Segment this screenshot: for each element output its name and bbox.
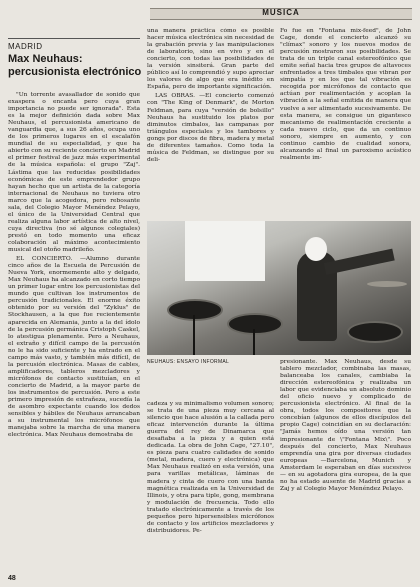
- photo-cymbal: [367, 281, 407, 287]
- photo-stand: [253, 329, 255, 355]
- photo-background-light: [185, 221, 265, 281]
- paragraph: EL CONCIERTO. —Alumno durante cinco años de la Escuela de Percusión de Nueva York, enormemente alto y delgado, Max Neuhaus ha alcanzado en corto tiempo un primer lugar entre los percusionistas del mundo que cultivan los instrumentos de percusión tradicionales. El enorme éxito obtenido por su versión del "Zyklus" de Stockhausen, a la que fue recientemente aparecida en Alemania, junto a la del ídolo de la percusión germánica Cristoph Caskel, lo atestigua plenamente. Pero a Neuhaus, el extraño y difícil campo de la percusión no le ha sido suficiente y ha entrado en el campo más vasto, y también más difícil, de la percusión electrónica. Masas de cables, amplificadores, tableros mezcladores y micrófonos de contacto sustituían, en el concierto de Madrid, a la mayor parte de los instrumentos de percusión. Pero a este primero impresión de extrañeza, sucedía la de asombro expectante cuando los dedos sensibles y hábiles de Neuhaus arrancaban a su instrumental los micrófonos que manejaba sobre la marcha de una manera electrónica. Max Neuhaus demostraba de: [8, 256, 140, 439]
- photo-drum: [167, 299, 223, 321]
- article-column-1: [8, 92, 140, 572]
- photo-caption: NEUHAUS: ENSAYO INFORMAL: [147, 359, 230, 365]
- paragraph: "Un torrente avasallador de sonido que exaspera o encanta pero cuya gran importancia no puede ser ignorada". Esta es la mejor definición dada sobre Max Neuhaus, el percusionista americano de vanguardia que, a sus 26 años, ocupa uno de los primeros lugares en el escalafón mundial de su especialidad, y que ha abierto con su reciente concierto en Madrid el primer festival de jazz más experimental de la música española: el grupo "Zaj". Lástima que las reducidas posibilidades económicas de este emprendedor grupo hayan hecho que un artista de la categoría internacional de Neuhaus no tuviera otro marco que la acogedora, pero rebosante sala, del Colegio Mayor Menéndez Pelayo, el único de la Universidad Central que realiza alguna labor artística de alto nivel, cuya directiva (no sé algunos colegiales) prestó en todo momento una eficaz colaboración al máximo acontecimiento musical del otoño madrileño.: [8, 92, 140, 254]
- paragraph: presionante. Max Neuhaus, desde su tablero mezclador, combinaba las masas, balanceaba los canales, cambiaba la dirección estereofónica y realizaba un labor que evidenciaba un absoluto dominio del oficio nuevo y complicado de percusionista electrónico. Al final de la obra, todos los compositores que la concebían (algunos de ellos discípulos del propio Cage) coincidían en su declaración: "Jamás hemos oído una versión tan impresionante de \"Fontana Mix\". Poco después del concierto, Max Neuhaus emprendía una gira por diversas ciudades europeas —Barcelona, Munich y Amsterdam le esperaban en días sucesivos— en su agotadora gira europea, de la que no ha estado ausente de Madrid gracias a Zaj y al Colegio Mayor Menéndez Pelayo.: [280, 359, 411, 492]
- photo-drum: [227, 313, 283, 335]
- photo-arm: [324, 249, 395, 275]
- paragraph: una manera práctica cómo es posible hacer música electrónica sin necesidad de la grabación previa y las manipulaciones de laboratorio, sino en vivo y en el concierto, con todas las posibilidades de la versión sinsiterá. Gran parte del público así lo comprendió y supo apreciar los valores de algo que era inédito en España, pero de importante significación.: [147, 28, 274, 91]
- photo-stand: [193, 315, 195, 355]
- section-label: MUSICA: [262, 8, 300, 17]
- paragraph: cadeza y su minimalismo volumen sonoro; se trata de una pieza muy cercana al silencio que hace alusión a la callada pero eficaz intervención durante la última guerra del rey de Dinamarca que desafiaba a la pieza y a quien está dedicada. La obra de John Cage, "27.10", es pieza para cuatro calidades de sonido (metal, madera, cuero y electrónica) que Max Neuhaus realizó en esta versión, una para varillas metálicas, láminas de madera y cinta de cuero con una banda magnética realizada en la Universidad de Illinois, y otra para tiple, gong, membrana y modulación de frecuencia. Todo ello tratado electrónicamente a través de los pequeños pero hipersensibles micrófonos de contacto y los artificios mezcladores y distribuidores. Pe-: [147, 401, 274, 534]
- article-column-2: [147, 28, 274, 218]
- article-photo: [147, 221, 411, 355]
- photo-head: [305, 237, 327, 261]
- article-column-3-lower: [280, 359, 411, 573]
- paragraph: LAS OBRAS. —El concierto comenzó con "The King of Denmark", de Morton Feldman, para cuya "versión de bolsillo" Neuhaus ha sustituido los platos por diminutos cimbalos, las campanas por triángulos especiales y los tambores y gongs por discos de fibra, madera y metal de diferentes tamaños. Como toda la música de Feldman, se distingue por su deli-: [147, 93, 274, 163]
- article-column-2-lower: [147, 401, 274, 573]
- article-title: Max Neuhaus: percusionista electrónico: [8, 53, 142, 78]
- article-kicker: MADRID: [8, 42, 43, 51]
- page-number: 48: [8, 575, 16, 582]
- title-rule: [8, 38, 140, 39]
- paragraph: Fo fue en "Fontana mix-feed", de John Cage, donde el concierto alcanzó su "clímax" sonoro y los nuevos modos de percusión mostraron sus posibilidades. Se trata de un triple canal estereofónico que emite señal hacia tres grupos de altavoces enfrentados a tres timbales que vibran por simpatía y en los que tal vibración es recogida por micrófonos de contacto que actúan por realimentación y acoplan la vibración a la señal emitida de manera que vuelve a ser alimentado sucesivamente. De esta manera, se consigue un gigantesco mecanismo de realimentación creciente a cada nuevo ciclo, que da un continuo sonoro, siempre en aumento, y con continuo cambio de cualidad sonora, alcanzando al final un paroxismo acústico realmente im-: [280, 28, 411, 161]
- article-column-3: [280, 28, 411, 218]
- photo-drum: [347, 321, 403, 343]
